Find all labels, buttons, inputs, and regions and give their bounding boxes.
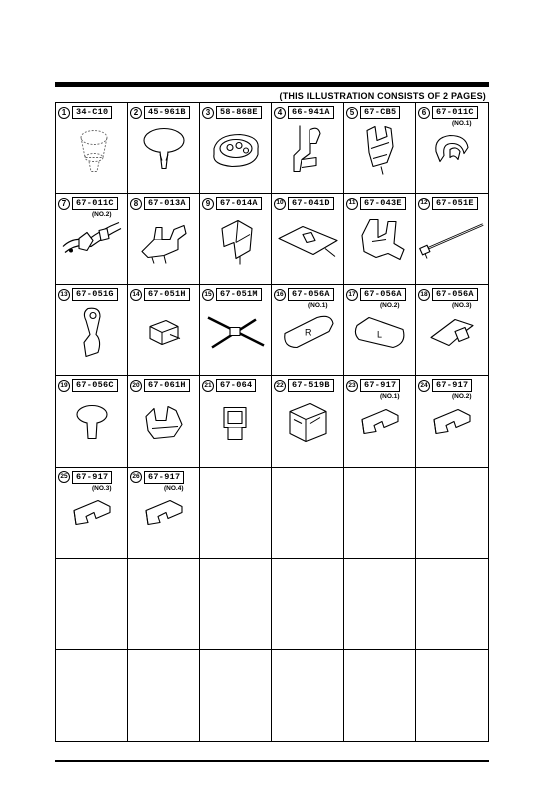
wire-clip-icon	[286, 121, 330, 182]
empty-cell	[272, 559, 344, 650]
part-header	[274, 197, 334, 210]
part-number: 15	[202, 289, 214, 301]
part-number: 20	[130, 380, 142, 392]
part-header	[58, 106, 112, 119]
box-clip-icon	[280, 398, 336, 453]
oval-grommet-icon	[208, 126, 264, 177]
part-code: 67-043E	[360, 197, 406, 210]
bottom-rule	[55, 760, 489, 762]
part-number: 3	[202, 107, 214, 119]
part-code: 67-051H	[144, 288, 190, 301]
part-cell	[128, 194, 200, 285]
part-header	[346, 379, 400, 392]
part-header	[130, 106, 190, 119]
part-code: 67-013A	[144, 197, 190, 210]
block-clip-icon	[142, 314, 186, 353]
part-header	[130, 379, 190, 392]
part-number: 5	[346, 107, 358, 119]
part-cell	[128, 468, 200, 559]
part-cell	[56, 285, 128, 376]
part-code: 45-961B	[144, 106, 190, 119]
square-clip-icon	[216, 400, 256, 451]
part-header	[130, 288, 190, 301]
part-header	[202, 106, 262, 119]
part-cell	[344, 285, 416, 376]
part-number: 14	[130, 289, 142, 301]
part-cell	[128, 103, 200, 194]
empty-cell	[200, 559, 272, 650]
part-code: 67-056C	[72, 379, 118, 392]
empty-cell	[344, 650, 416, 741]
part-header	[346, 106, 400, 119]
hook-bracket-icon	[352, 213, 408, 272]
svg-text:L: L	[376, 329, 382, 340]
part-code: 67-056A	[360, 288, 406, 301]
part-variant: (NO.3)	[92, 484, 112, 492]
part-header	[58, 197, 118, 210]
part-code: 67-064	[216, 379, 256, 392]
part-header	[346, 288, 406, 301]
cable-tie-icon	[417, 220, 487, 265]
empty-cell	[56, 559, 128, 650]
part-number: 1	[58, 107, 70, 119]
part-variant: (NO.1)	[452, 120, 472, 127]
part-code: 67-014A	[216, 197, 262, 210]
part-header	[418, 106, 478, 119]
part-number: 23	[346, 380, 358, 392]
part-header	[58, 288, 118, 301]
part-cell	[344, 376, 416, 467]
part-cell	[344, 194, 416, 285]
tab-clip-r-icon	[279, 311, 337, 356]
part-header	[346, 197, 406, 210]
part-number: 4	[274, 107, 286, 119]
part-number: 21	[202, 380, 214, 392]
u-clip-icon	[68, 497, 116, 536]
part-number: 24	[418, 380, 430, 392]
part-header	[418, 197, 478, 210]
part-header	[202, 197, 262, 210]
part-code: 58-868E	[216, 106, 262, 119]
empty-cell	[128, 559, 200, 650]
part-cell	[272, 285, 344, 376]
bracket-clip-icon	[357, 122, 403, 181]
part-header	[58, 379, 118, 392]
part-number: 22	[274, 380, 286, 392]
part-number: 8	[130, 198, 142, 210]
part-cell	[56, 194, 128, 285]
part-cell	[416, 103, 488, 194]
cross-tie-icon	[204, 309, 268, 358]
part-cell	[200, 376, 272, 467]
empty-cell	[344, 559, 416, 650]
part-header	[274, 106, 334, 119]
part-code: 67-011C	[72, 197, 118, 210]
empty-cell	[344, 468, 416, 559]
part-code: 67-051M	[216, 288, 262, 301]
part-header	[418, 288, 478, 301]
angle-clip-icon	[214, 214, 258, 271]
part-number: 9	[202, 198, 214, 210]
part-header	[418, 379, 472, 392]
part-cell	[416, 376, 488, 467]
part-number: 26	[130, 471, 142, 483]
parts-grid	[55, 102, 489, 742]
spring-clip-icon	[425, 311, 479, 356]
part-header	[274, 288, 334, 301]
part-cell	[56, 103, 128, 194]
part-code: 67-051E	[432, 197, 478, 210]
part-header	[130, 471, 184, 484]
part-code: 34-C10	[72, 106, 112, 119]
part-cell	[56, 468, 128, 559]
double-clip-icon	[140, 401, 188, 450]
empty-cell	[200, 468, 272, 559]
part-cell	[416, 194, 488, 285]
part-cell	[56, 376, 128, 467]
part-variant: (NO.2)	[452, 393, 472, 401]
part-code: 67-056A	[432, 288, 478, 301]
part-code: 67-051G	[72, 288, 118, 301]
empty-cell	[416, 650, 488, 741]
part-header	[130, 197, 190, 210]
part-cell	[200, 194, 272, 285]
svg-text:R: R	[304, 327, 311, 338]
part-header	[202, 379, 256, 392]
part-code: 66-941A	[288, 106, 334, 119]
part-number: 25	[58, 471, 70, 483]
part-number: 10	[274, 198, 286, 210]
plate-bracket-icon	[275, 220, 341, 265]
part-header	[274, 379, 334, 392]
u-clip-icon	[428, 406, 476, 445]
part-cell	[200, 103, 272, 194]
part-number: 2	[130, 107, 142, 119]
empty-cell	[128, 650, 200, 741]
top-rule	[55, 82, 489, 87]
part-number: 7	[58, 198, 70, 210]
u-clip-icon	[140, 497, 188, 536]
part-variant: (NO.1)	[380, 393, 400, 401]
part-number: 12	[418, 198, 430, 210]
empty-cell	[272, 468, 344, 559]
part-number: 6	[418, 107, 430, 119]
part-cell	[128, 376, 200, 467]
empty-cell	[56, 650, 128, 741]
part-variant: (NO.1)	[308, 302, 328, 310]
part-code: 67-056A	[288, 288, 334, 301]
part-code: 67-041D	[288, 197, 334, 210]
part-number: 16	[274, 289, 286, 301]
part-header	[58, 471, 112, 484]
empty-cell	[200, 650, 272, 741]
part-number: 17	[346, 289, 358, 301]
c-clip-icon	[430, 129, 474, 174]
u-clip-icon	[356, 406, 404, 445]
part-number: 19	[58, 380, 70, 392]
harness-clip-icon	[59, 218, 125, 267]
part-cell	[416, 285, 488, 376]
band-clip-icon	[72, 302, 112, 365]
mushroom-clip-icon	[139, 124, 189, 179]
pages-note: (THIS ILLUSTRATION CONSISTS OF 2 PAGES)	[279, 91, 486, 101]
part-code: 67-917	[432, 379, 472, 392]
round-cap-clip-icon	[67, 123, 117, 180]
part-number: 13	[58, 289, 70, 301]
part-cell	[344, 103, 416, 194]
part-cell	[128, 285, 200, 376]
part-code: 67-917	[360, 379, 400, 392]
part-number: 11	[346, 198, 358, 210]
part-code: 67-011C	[432, 106, 478, 119]
part-variant: (NO.4)	[164, 484, 184, 492]
part-variant: (NO.2)	[92, 211, 112, 219]
part-cell	[200, 285, 272, 376]
empty-cell	[416, 468, 488, 559]
part-cell	[272, 376, 344, 467]
part-cell	[272, 194, 344, 285]
part-code: 67-CB5	[360, 106, 400, 119]
part-number: 18	[418, 289, 430, 301]
part-variant: (NO.3)	[452, 302, 472, 310]
part-cell	[272, 103, 344, 194]
part-code: 67-917	[144, 471, 184, 484]
empty-cell	[272, 650, 344, 741]
part-variant: (NO.2)	[380, 302, 400, 310]
harness-bracket-icon	[134, 215, 194, 270]
part-code: 67-917	[72, 471, 112, 484]
part-header	[202, 288, 262, 301]
part-code: 67-061H	[144, 379, 190, 392]
part-code: 67-519B	[288, 379, 334, 392]
push-rivet-icon	[72, 401, 112, 450]
tab-clip-l-icon	[351, 311, 409, 356]
empty-cell	[416, 559, 488, 650]
